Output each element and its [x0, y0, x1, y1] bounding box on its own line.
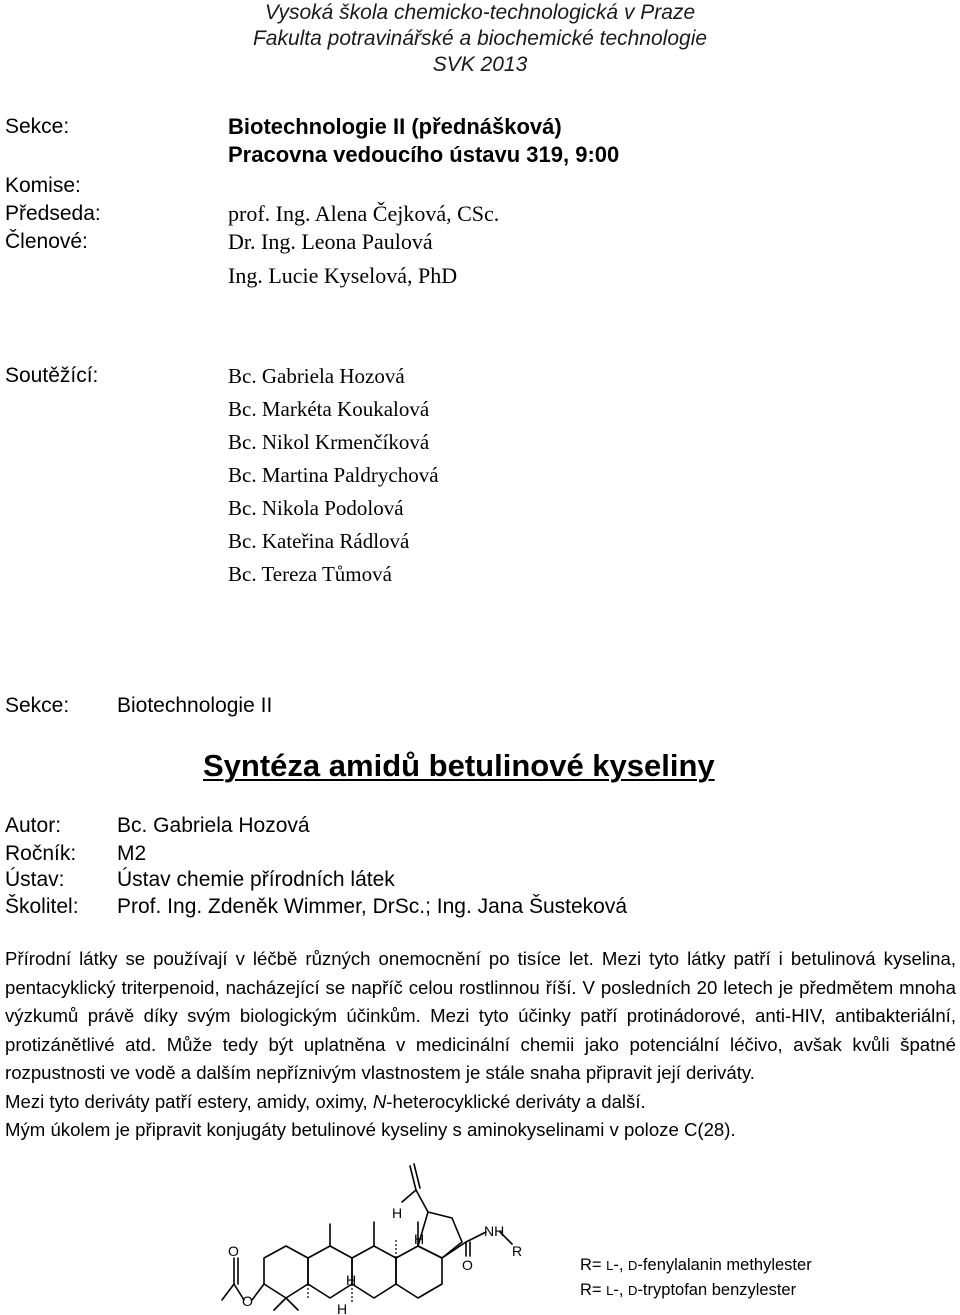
clen-1: Dr. Ing. Leona Paulová	[228, 229, 433, 254]
komise-label: Komise:	[5, 174, 81, 197]
atom-o-amide: O	[462, 1257, 473, 1273]
betulinic-acid-structure	[230, 1160, 570, 1315]
autor-label: Autor:	[5, 814, 62, 837]
header-university: Vysoká škola chemicko-technologická v Praze	[264, 1, 696, 24]
r2-prefix: R=	[580, 1281, 607, 1299]
r1-rest: -fenylalanin methylester	[637, 1256, 812, 1274]
rocnik-value: M2	[117, 842, 147, 865]
atom-h-9: H	[346, 1272, 357, 1288]
header-event: SVK 2013	[432, 53, 528, 76]
header-faculty: Fakulta potravinářské a biochemické technologie	[252, 27, 708, 50]
soutezici-label: Soutěžící:	[5, 364, 99, 387]
sekce2-label: Sekce:	[5, 694, 70, 717]
atom-r: R	[512, 1243, 523, 1259]
r-substituent-2	[580, 1281, 796, 1300]
abstract-paragraph-3: Mým úkolem je připravit konjugáty betulinové kyseliny s aminokyselinami v poloze C(28).	[5, 1119, 736, 1140]
room-time: Pracovna vedoucího ústavu 319, 9:00	[228, 142, 620, 167]
atom-nh: NH	[484, 1223, 505, 1239]
ustav-value: Ústav chemie přírodních látek	[117, 868, 395, 891]
list-item: Bc. Nikola Podolová	[228, 496, 404, 520]
skolitel-value: Prof. Ing. Zdeněk Wimmer, DrSc.; Ing. Jana Šusteková	[117, 895, 628, 918]
list-item: Bc. Kateřina Rádlová	[228, 529, 410, 553]
list-item: Bc. Nikol Krmenčíková	[228, 430, 430, 454]
abstract-paragraph-2	[5, 1088, 956, 1117]
list-item: Bc. Martina Paldrychová	[228, 463, 439, 487]
atom-h-5: H	[337, 1301, 348, 1315]
atom-h-19: H	[392, 1205, 403, 1221]
r2-l: L	[606, 1283, 614, 1298]
atom-o-carbonyl: O	[228, 1243, 239, 1259]
article-title: Syntéza amidů betulinové kyseliny	[203, 748, 715, 783]
r1-sep: -,	[613, 1256, 629, 1274]
sekce-value: Biotechnologie II (přednášková)	[228, 114, 562, 139]
soutezici-list	[228, 360, 439, 591]
list-item: Bc. Markéta Koukalová	[228, 397, 430, 421]
r2-sep: -,	[613, 1281, 629, 1299]
sekce2-value: Biotechnologie II	[117, 694, 273, 717]
r2-rest: -tryptofan benzylester	[637, 1281, 797, 1299]
predseda-label: Předseda:	[5, 202, 101, 225]
skolitel-label: Školitel:	[5, 895, 79, 918]
list-item: Bc. Tereza Tůmová	[228, 562, 392, 586]
atom-h-18: H	[414, 1231, 425, 1247]
abstract-p2-italic: N	[372, 1090, 387, 1112]
r1-l: L	[606, 1258, 614, 1273]
rocnik-label: Ročník:	[5, 842, 77, 865]
r1-d: D	[628, 1258, 638, 1273]
list-item: Bc. Gabriela Hozová	[228, 364, 405, 388]
abstract-p2-post: -heterocyklické deriváty a další.	[386, 1090, 646, 1112]
r1-prefix: R=	[580, 1256, 607, 1274]
autor-value: Bc. Gabriela Hozová	[117, 814, 310, 837]
abstract-p2-pre: Mezi tyto deriváty patří estery, amidy, oximy,	[5, 1090, 373, 1112]
sekce-label: Sekce:	[5, 115, 70, 138]
clenove-label: Členové:	[5, 230, 88, 253]
r-substituent-1	[580, 1256, 812, 1275]
abstract-paragraph-1: Přírodní látky se používají v léčbě různých onemocnění po tisíce let. Mezi tyto látky patří i betulinová kyselina, pentacyklický triterpenoid, nacházející se napříč celou rostlinnou říší. V posledních 20 letech je předmětem mnoha výzkumů právě díky svým biologickým účinkům. Mezi tyto účinky patří protinádorové, anti-HIV, antibakteriální, protizánětlivé atd. Může tedy být uplatněna v medicinální chemii jako potenciální léčivo, avšak kvůli špatné rozpustnosti ve vodě a dalším nepříznivým vlastnostem je stále snaha připravit její deriváty.	[5, 948, 956, 1083]
ustav-label: Ústav:	[5, 868, 65, 891]
r2-d: D	[628, 1283, 638, 1298]
clen-2: Ing. Lucie Kyselová, PhD	[228, 263, 458, 288]
atom-o-ester: O	[242, 1293, 253, 1309]
abstract	[5, 945, 956, 1145]
predseda-value: prof. Ing. Alena Čejková, CSc.	[228, 201, 500, 226]
